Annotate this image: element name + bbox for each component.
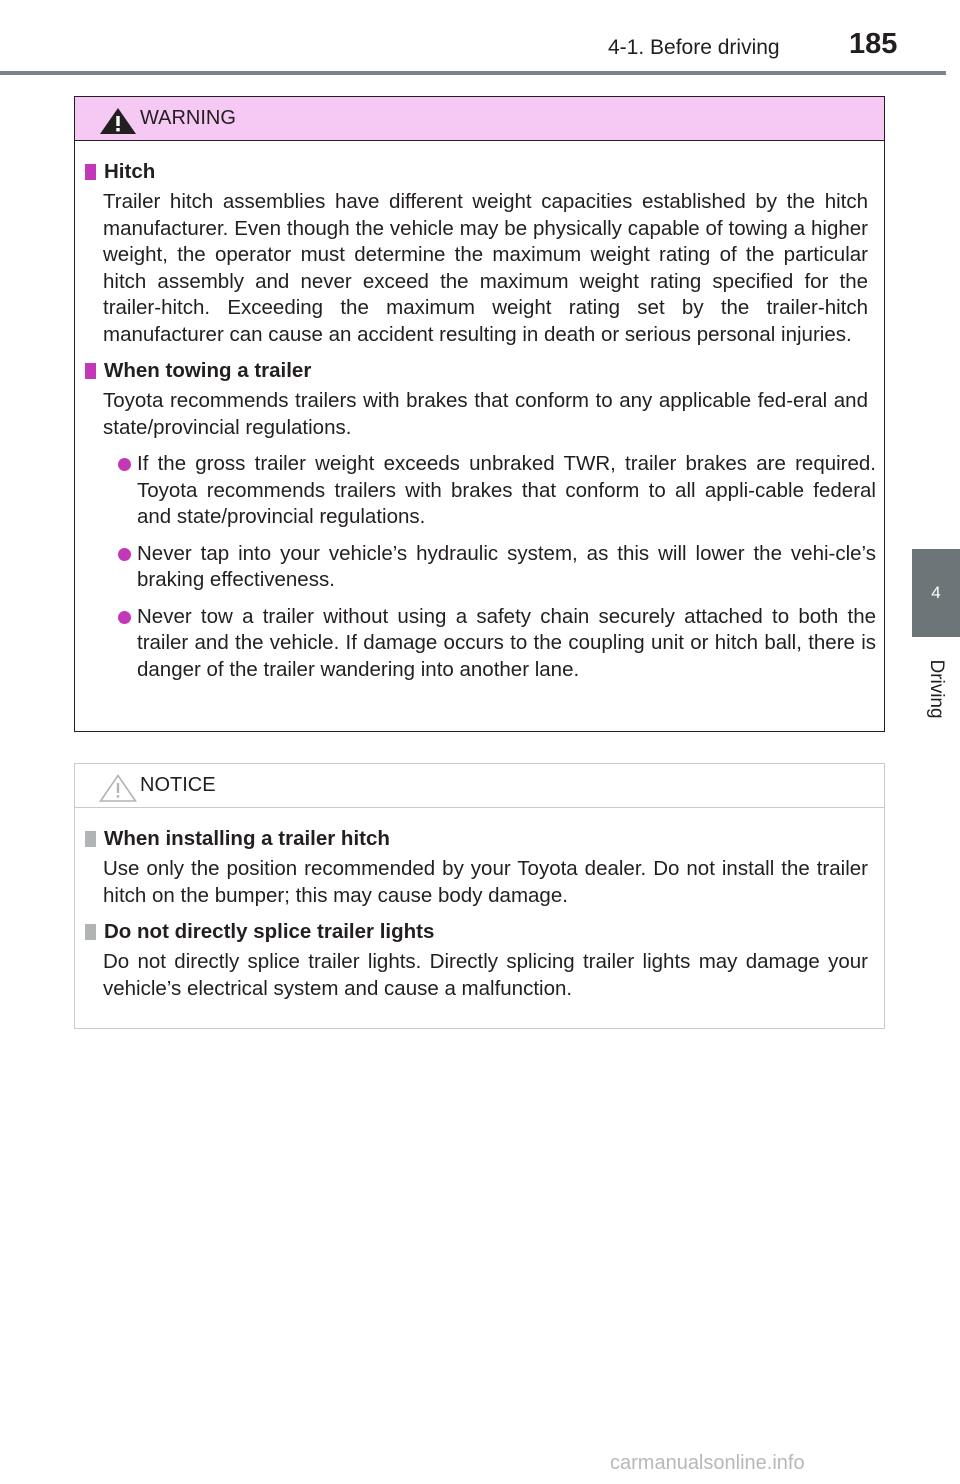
page-number: 185: [849, 28, 898, 60]
header-rule: [0, 71, 946, 75]
section-heading-text: When towing a trailer: [104, 359, 312, 382]
section-heading-installing: [85, 826, 868, 852]
section-heading-towing: [85, 358, 868, 384]
list-item-text: Never tap into your vehicle’s hydraulic system, as this will lower the vehi-cle’s braking effectiveness.: [137, 541, 876, 591]
round-bullet-icon: [118, 458, 131, 471]
square-bullet-icon: [85, 924, 96, 940]
warning-label: WARNING: [140, 107, 236, 129]
notice-header: [75, 764, 884, 808]
chapter-label-text: Driving: [926, 659, 947, 719]
notice-body: [75, 808, 884, 1002]
list-item: [125, 451, 876, 531]
section-heading-text: When installing a trailer hitch: [104, 827, 390, 850]
notice-label: NOTICE: [140, 774, 216, 796]
paragraph: Do not directly splice trailer lights. Directly splicing trailer lights may damage your vehicle’s electrical system and cause a malfunction.: [103, 950, 868, 1000]
list-item: [125, 604, 876, 684]
square-bullet-icon: [85, 831, 96, 847]
section-heading-hitch: [85, 159, 868, 185]
notice-triangle-outline-icon: [97, 773, 139, 803]
paragraph: Trailer hitch assemblies have different weight capacities established by the hitch manufacturer. Even though the vehicle may be physically capable of towing a higher weight, the operator must determine the maximum weight rating of the particular hitch assembly and never exceed the maximum weight rating specified for the trailer-hitch. Exceeding the maximum weight rating set by the trailer-hitch manufacturer can cause an accident resulting in death or serious personal injuries.: [103, 190, 868, 346]
list-item-text: Never tow a trailer without using a safety chain securely attached to both the trailer and the vehicle. If damage occurs to the coupling unit or hitch ball, there is danger of the trailer wandering into another lane.: [137, 604, 876, 681]
warning-body: [75, 141, 884, 683]
list-item: [125, 541, 876, 594]
section-heading-text: Hitch: [104, 160, 156, 183]
section-heading-text: Do not directly splice trailer lights: [104, 920, 435, 943]
notice-box: [74, 763, 885, 1029]
round-bullet-icon: [118, 548, 131, 561]
chapter-number: 4: [931, 583, 941, 602]
section-heading-splice: [85, 919, 868, 945]
list-item-text: If the gross trailer weight exceeds unbraked TWR, trailer brakes are required. Toyota recommends trailers with brakes that conform to all appli-cable federal and state/provincial regulations.: [137, 452, 876, 528]
paragraph: Use only the position recommended by your Toyota dealer. Do not install the trailer hitch on the bumper; this may cause body damage.: [103, 857, 868, 907]
warning-header: [75, 97, 884, 141]
section-title: 4-1. Before driving: [608, 36, 780, 59]
warning-box: [74, 96, 885, 732]
square-bullet-icon: [85, 164, 96, 180]
watermark-text: carmanualsonline.info: [610, 1452, 805, 1474]
square-bullet-icon: [85, 363, 96, 379]
round-bullet-icon: [118, 611, 131, 624]
chapter-tab: [912, 549, 960, 637]
paragraph: Toyota recommends trailers with brakes that conform to any applicable fed-eral and state/provincial regulations.: [103, 389, 868, 439]
warning-triangle-filled-icon: [97, 106, 139, 136]
